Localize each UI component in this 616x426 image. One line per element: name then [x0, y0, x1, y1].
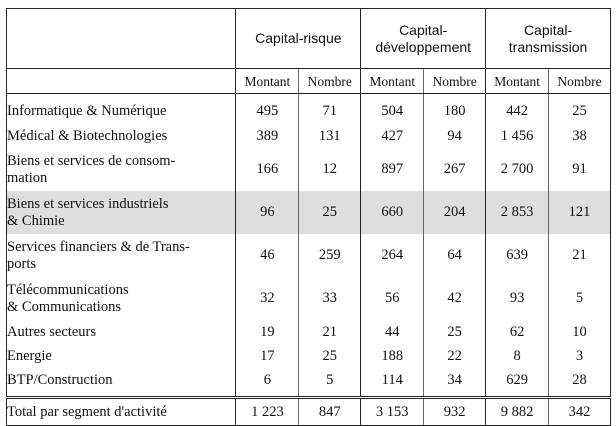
cell-value: 1 456 — [486, 124, 549, 148]
total-value: 3 153 — [361, 398, 424, 426]
cell-value: 71 — [299, 94, 361, 125]
cell-value: 33 — [299, 277, 361, 320]
row-label: Informatique & Numérique — [7, 94, 236, 125]
row-label: Biens et services industriels & Chimie — [7, 191, 236, 234]
group-header-capital-developpement: Capital- développement — [361, 9, 486, 69]
total-label: Total par segment d'activité — [7, 398, 236, 426]
row-label: Services financiers & de Trans- ports — [7, 234, 236, 277]
cell-value: 56 — [361, 277, 424, 320]
table-row — [7, 94, 611, 125]
corner-cell — [7, 9, 236, 69]
cell-value: 38 — [549, 124, 611, 148]
cell-value: 42 — [424, 277, 486, 320]
cell-value: 2 700 — [486, 148, 549, 191]
cell-value: 259 — [299, 234, 361, 277]
cell-value: 897 — [361, 148, 424, 191]
cell-value: 25 — [299, 344, 361, 368]
cell-value: 442 — [486, 94, 549, 125]
cell-value: 6 — [236, 368, 299, 398]
cell-value: 93 — [486, 277, 549, 320]
cell-value: 96 — [236, 191, 299, 234]
table-row — [7, 368, 611, 398]
cell-value: 5 — [299, 368, 361, 398]
row-label: Energie — [7, 344, 236, 368]
table-row — [7, 148, 611, 191]
row-label: Télécommunications & Communications — [7, 277, 236, 320]
cell-value: 25 — [299, 191, 361, 234]
cell-value: 17 — [236, 344, 299, 368]
total-row — [7, 398, 611, 426]
cell-value: 44 — [361, 320, 424, 344]
cell-value: 25 — [424, 320, 486, 344]
cell-value: 21 — [299, 320, 361, 344]
cell-value: 19 — [236, 320, 299, 344]
cell-value: 114 — [361, 368, 424, 398]
row-label: Autres secteurs — [7, 320, 236, 344]
table-row — [7, 124, 611, 148]
investment-table — [6, 8, 611, 426]
cell-value: 34 — [424, 368, 486, 398]
cell-value: 121 — [549, 191, 611, 234]
cell-value: 264 — [361, 234, 424, 277]
group-header-row — [7, 9, 611, 69]
subheader-montant: Montant — [236, 69, 299, 94]
cell-value: 32 — [236, 277, 299, 320]
cell-value: 504 — [361, 94, 424, 125]
table-container — [6, 8, 611, 426]
table-row-highlighted — [7, 191, 611, 234]
row-label: Biens et services de consom- mation — [7, 148, 236, 191]
cell-value: 91 — [549, 148, 611, 191]
cell-value: 62 — [486, 320, 549, 344]
group-header-capital-risque: Capital-risque — [236, 9, 361, 69]
cell-value: 204 — [424, 191, 486, 234]
cell-value: 2 853 — [486, 191, 549, 234]
table-row — [7, 234, 611, 277]
subheader-row — [7, 69, 611, 94]
total-value: 847 — [299, 398, 361, 426]
cell-value: 389 — [236, 124, 299, 148]
total-value: 1 223 — [236, 398, 299, 426]
cell-value: 22 — [424, 344, 486, 368]
table-row — [7, 344, 611, 368]
cell-value: 639 — [486, 234, 549, 277]
subheader-nombre: Nombre — [424, 69, 486, 94]
cell-value: 28 — [549, 368, 611, 398]
cell-value: 8 — [486, 344, 549, 368]
subheader-montant: Montant — [486, 69, 549, 94]
table-row — [7, 320, 611, 344]
cell-value: 166 — [236, 148, 299, 191]
cell-value: 188 — [361, 344, 424, 368]
cell-value: 427 — [361, 124, 424, 148]
cell-value: 21 — [549, 234, 611, 277]
cell-value: 495 — [236, 94, 299, 125]
cell-value: 3 — [549, 344, 611, 368]
cell-value: 64 — [424, 234, 486, 277]
cell-value: 180 — [424, 94, 486, 125]
cell-value: 25 — [549, 94, 611, 125]
cell-value: 5 — [549, 277, 611, 320]
total-value: 342 — [549, 398, 611, 426]
row-label: Médical & Biotechnologies — [7, 124, 236, 148]
cell-value: 10 — [549, 320, 611, 344]
cell-value: 46 — [236, 234, 299, 277]
subheader-nombre: Nombre — [549, 69, 611, 94]
total-value: 932 — [424, 398, 486, 426]
cell-value: 12 — [299, 148, 361, 191]
cell-value: 267 — [424, 148, 486, 191]
cell-value: 629 — [486, 368, 549, 398]
table-row — [7, 277, 611, 320]
cell-value: 131 — [299, 124, 361, 148]
cell-value: 660 — [361, 191, 424, 234]
corner-cell-sub — [7, 69, 236, 94]
row-label: BTP/Construction — [7, 368, 236, 398]
total-value: 9 882 — [486, 398, 549, 426]
subheader-nombre: Nombre — [299, 69, 361, 94]
group-header-capital-transmission: Capital- transmission — [486, 9, 611, 69]
subheader-montant: Montant — [361, 69, 424, 94]
cell-value: 94 — [424, 124, 486, 148]
